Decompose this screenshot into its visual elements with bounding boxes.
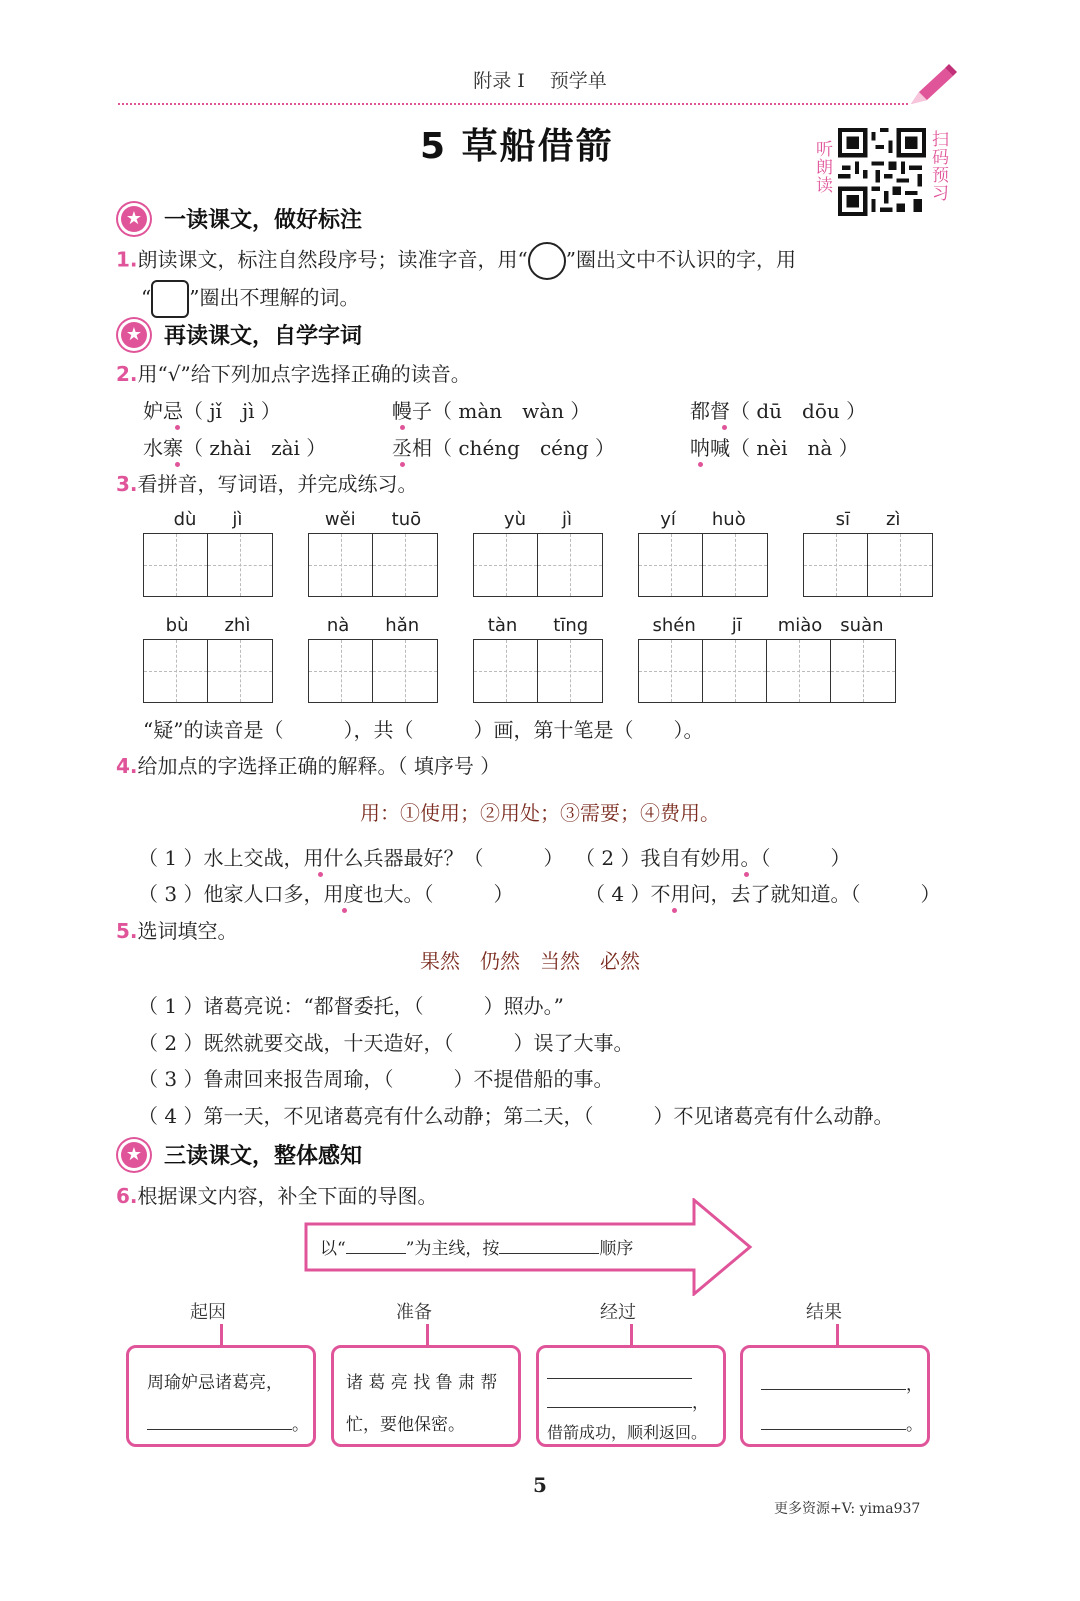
writing-grid[interactable] — [473, 533, 603, 597]
cause-period: 。 — [292, 1415, 309, 1435]
qr-code-icon[interactable] — [838, 128, 926, 216]
header-divider — [118, 103, 908, 105]
q2-item: 呐喊（ nèi nà ） — [690, 436, 859, 460]
emphasis-dot — [722, 425, 727, 430]
q2-item: 水寨（ zhài zài ） — [143, 436, 327, 460]
q1-text-a: 朗读课文，标注自然段序号；读准字音，用“ — [137, 247, 528, 272]
q4-question — [116, 750, 500, 779]
q1-number: 1. — [116, 247, 138, 272]
connector-line — [426, 1324, 429, 1346]
q4-sentence[interactable]: （ 2 ）我自有妙用。（ ） — [575, 846, 851, 870]
result-period: 。 — [906, 1415, 923, 1435]
star-icon: ★ — [118, 1139, 150, 1171]
result-blank[interactable] — [761, 1389, 906, 1390]
process-blank-line[interactable] — [547, 1388, 709, 1413]
arrow-text-b: ”为主线，按 — [405, 1239, 500, 1259]
listen-label: 听朗读 — [812, 140, 832, 194]
q5-sentence[interactable]: （ 1 ）诸葛亮说：“都督委托，（ ）照办。” — [138, 994, 564, 1018]
process-box — [536, 1345, 726, 1447]
pinyin-label: yù jì — [503, 509, 573, 530]
writing-grid[interactable] — [308, 639, 438, 703]
arrow-text — [320, 1234, 633, 1259]
q5-sentence[interactable]: （ 3 ）鲁肃回来报告周瑜，（ ）不提借船的事。 — [138, 1067, 614, 1091]
q2-item: 妒忌（ jǐ jì ） — [143, 399, 281, 423]
section-heading-3: 三读课文，整体感知 — [164, 1144, 363, 1169]
pinyin-label: nà hǎn — [326, 615, 420, 636]
q4-sentence[interactable]: （ 4 ）不用问，去了就知道。（ ） — [585, 882, 941, 906]
q2-item: 丞相（ chéng céng ） — [392, 436, 616, 460]
pinyin-label: tàn tīng — [487, 615, 589, 636]
preparation-text-1: 诸 葛 亮 找 鲁 肃 帮 — [346, 1373, 498, 1393]
emphasis-dot — [342, 908, 347, 913]
q4-sentence[interactable]: （ 3 ）他家人口多，用度也大。（ ） — [138, 882, 514, 906]
cause-text: 周瑜妒忌诸葛亮， — [147, 1373, 283, 1393]
flow-label: 起因 — [190, 1302, 226, 1323]
emphasis-dot — [744, 872, 749, 877]
q2-number: 2. — [116, 362, 138, 386]
q1-text-b: ”圈出文中不认识的字，用 — [565, 247, 796, 272]
scan-preview-label: 扫码预习 — [928, 130, 948, 202]
q1-text-d: ”圈出不理解的词。 — [189, 285, 360, 310]
process-comma: ， — [692, 1393, 709, 1413]
q5-sentence[interactable]: （ 4 ）第一天，不见诸葛亮有什么动静；第二天，（ ）不见诸葛亮有什么动静。 — [138, 1104, 894, 1128]
footer-note: 更多资源+V: yima937 — [774, 1501, 921, 1517]
writing-grid[interactable] — [473, 639, 603, 703]
section-heading-2: 再读课文，自学字词 — [164, 324, 363, 349]
cause-blank-line[interactable] — [147, 1410, 309, 1435]
q4-sentence[interactable]: （ 1 ）水上交战，用什么兵器最好？（ ） — [138, 846, 564, 870]
flow-label: 经过 — [600, 1302, 636, 1323]
emphasis-dot — [672, 908, 677, 913]
writing-grid[interactable] — [638, 639, 896, 703]
emphasis-dot — [318, 872, 323, 877]
emphasis-dot — [698, 462, 703, 467]
q2-item: 都督（ dū dōu ） — [690, 399, 867, 423]
writing-grid[interactable] — [143, 533, 273, 597]
process-blank[interactable] — [547, 1407, 692, 1408]
q2-text: 用“√”给下列加点字选择正确的读音。 — [137, 362, 471, 386]
emphasis-dot — [175, 462, 180, 467]
cause-box — [126, 1345, 316, 1447]
mainline-blank[interactable] — [346, 1253, 406, 1254]
flow-label: 准备 — [396, 1302, 432, 1323]
q5-question — [116, 915, 238, 944]
q5-number: 5. — [116, 919, 138, 943]
q5-word-bank: 果然 仍然 当然 必然 — [420, 949, 640, 973]
arrow-text-c: 顺序 — [599, 1239, 634, 1259]
q2-question — [116, 358, 471, 387]
connector-line — [836, 1324, 839, 1346]
pinyin-label: shén jī miào suàn — [652, 615, 884, 636]
writing-grid[interactable] — [308, 533, 438, 597]
pencil-icon — [905, 62, 957, 110]
pinyin-label: bù zhì — [165, 615, 251, 636]
q6-number: 6. — [116, 1184, 138, 1208]
running-header: 附录 I 预学单 — [473, 70, 607, 92]
pinyin-label: yí huò — [660, 509, 746, 530]
star-icon: ★ — [118, 319, 150, 351]
q4-text: 给加点的字选择正确的解释。（ 填序号 ） — [137, 754, 501, 778]
pinyin-label: sī zì — [835, 509, 901, 530]
q5-text: 选词填空。 — [137, 919, 238, 943]
star-icon: ★ — [118, 203, 150, 235]
section-heading-1: 一读课文，做好标注 — [164, 208, 363, 233]
q4-definition: 用：①使用；②用处；③需要；④费用。 — [360, 801, 720, 825]
writing-grid[interactable] — [638, 533, 768, 597]
flow-label: 结果 — [806, 1302, 842, 1323]
q1-line2 — [141, 280, 359, 318]
result-blank[interactable] — [761, 1429, 906, 1430]
q3-fill-line[interactable]: “疑”的读音是（ ），共（ ）画，第十笔是（ ）。 — [143, 718, 704, 742]
emphasis-dot — [400, 425, 405, 430]
process-blank[interactable] — [547, 1362, 692, 1383]
q3-question — [116, 468, 418, 497]
q6-text: 根据课文内容，补全下面的导图。 — [137, 1184, 438, 1208]
result-comma: ， — [906, 1375, 923, 1395]
q5-sentence[interactable]: （ 2 ）既然就要交战，十天造好，（ ）误了大事。 — [138, 1031, 634, 1055]
q2-item: 幔子（ màn wàn ） — [392, 399, 591, 423]
q3-text: 看拼音，写词语，并完成练习。 — [137, 472, 418, 496]
connector-line — [220, 1324, 223, 1346]
connector-line — [630, 1324, 633, 1346]
emphasis-dot — [175, 425, 180, 430]
preparation-text-2: 忙，要他保密。 — [346, 1415, 465, 1435]
order-blank[interactable] — [499, 1253, 599, 1254]
circle-mark-icon — [528, 242, 566, 280]
square-mark-icon — [151, 280, 189, 318]
preparation-box — [331, 1345, 521, 1447]
writing-grid[interactable] — [143, 639, 273, 703]
result-blank-line-1[interactable] — [761, 1370, 923, 1395]
emphasis-dot — [400, 462, 405, 467]
arrow-text-a: 以“ — [320, 1239, 346, 1259]
pinyin-label: dù jì — [173, 509, 243, 530]
cause-blank[interactable] — [147, 1429, 292, 1430]
q4-number: 4. — [116, 754, 138, 778]
writing-grid[interactable] — [803, 533, 933, 597]
q1-line1 — [116, 242, 796, 280]
process-text: 借箭成功，顺利返回。 — [547, 1423, 708, 1442]
lesson-title: 5 草船借箭 — [420, 126, 614, 167]
result-blank-line-2[interactable] — [761, 1410, 923, 1435]
q1-text-c: “ — [141, 285, 152, 310]
q3-number: 3. — [116, 472, 138, 496]
page-number: 5 — [533, 1473, 547, 1497]
pinyin-label: wěi tuō — [324, 509, 422, 530]
result-box — [740, 1345, 930, 1447]
